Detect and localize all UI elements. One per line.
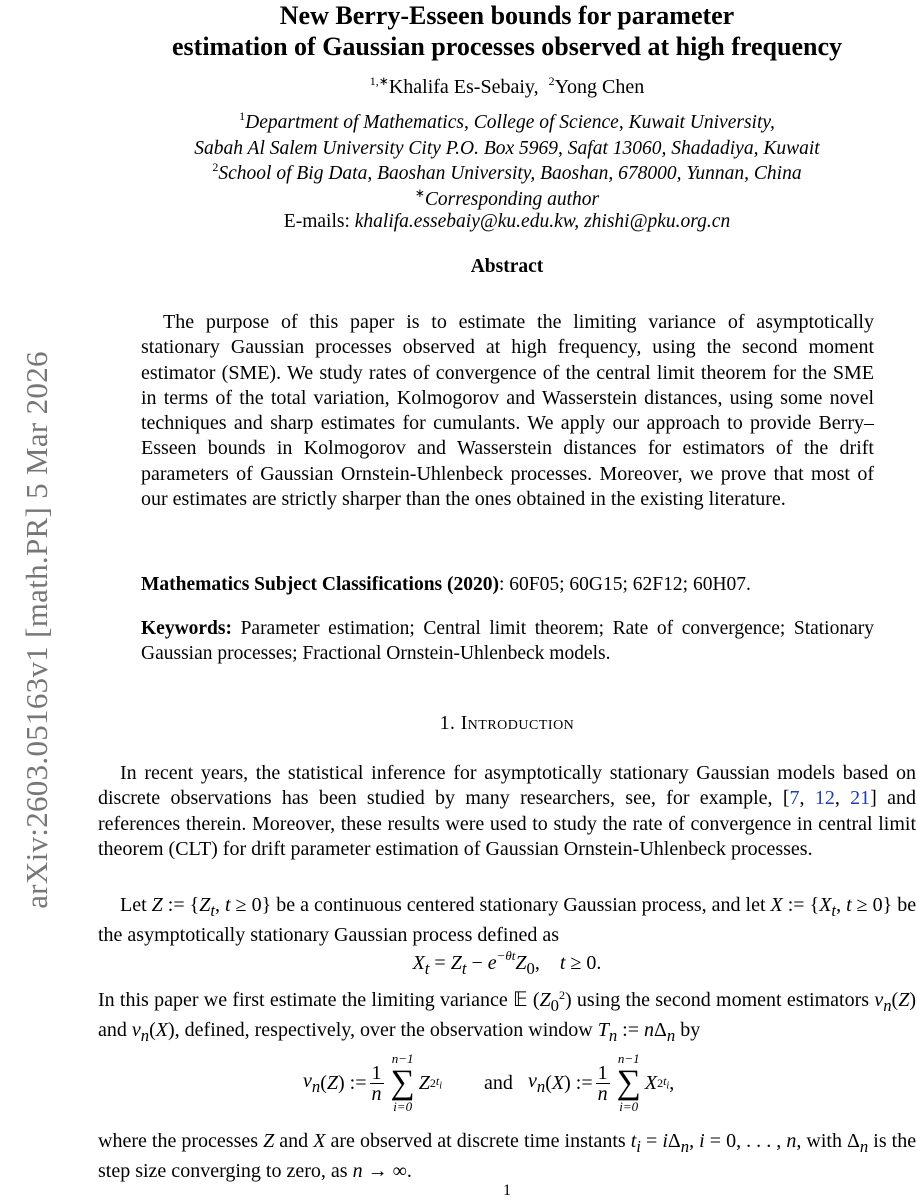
math-inline: n → ∞ [352, 1160, 407, 1183]
citation-link[interactable]: 7 [789, 787, 800, 810]
msc-value: : 60F05; 60G15; 62F12; 60H07. [499, 574, 751, 595]
intro-paragraph-3: In this paper we first estimate the limiting variance 𝔼 $(Z_0^2)$ using the second moment estimators $v_n(Z)$ and $v_n(X)$, defined, respectively, over the observation window $T_n$ := $n\Delta_n$ by [98, 988, 916, 1046]
section-heading-introduction: 1. Introduction [439, 713, 575, 734]
display-equation-1: $X_t = Z_t - e^{-\theta t}Z_0$, t ≥ 0. [412, 948, 602, 978]
math-inline: Z := {$Z_t$, t ≥ 0} [151, 894, 272, 920]
author1-mark: 1,∗ [369, 74, 389, 88]
estimator-vn-z: $v_n$ ( Z ) := $\frac{1}{n}$ n−1 ∑ i=0 Z 2 $t_i$ [303, 1051, 443, 1114]
aff1-line1: Department of Mathematics, College of Science, Kuwait University, [245, 112, 775, 133]
math-inline: 𝔼 $(Z_0^2)$ [513, 988, 572, 1015]
author2-name: Yong Chen [554, 76, 645, 98]
math-inline: X := {$X_t$, t ≥ 0} [770, 894, 893, 920]
keywords-value: Parameter estimation; Central limit theorem; Rate of convergence; Stationary Gaussian processes; Fractional Ornstein-Uhlenbeck models. [141, 618, 874, 664]
msc-line [141, 572, 874, 597]
corr-mark: ∗ [414, 185, 425, 200]
arxiv-side-stamp: arXiv:2603.05163v1 [math.PR] 5 Mar 2026 [19, 351, 54, 909]
intro-paragraph-1: In recent years, the statistical inference for asymptotically stationary Gaussian models based on discrete observations has been studied by many researchers, see, for example, [7, 12, 21] and references therein. Moreover, these results were used to study the rate of convergence in central limit theorem (CLT) for drift parameter estimation of Gaussian Ornstein-Uhlenbeck processes. [98, 762, 917, 860]
intro-paragraph-4: where the processes Z and X are observed at discrete time instants $t_i = i\Delta_n$, i = 0, . . . , n, with $\Delta_n$ is the step size converging to zero, as n → ∞. [98, 1130, 917, 1183]
author2-mark: 2 [548, 74, 555, 88]
affiliations [98, 110, 916, 212]
title-line-1: New Berry-Esseen bounds for parameter [279, 1, 735, 30]
math-inline: $v_n(X)$ [131, 1019, 175, 1046]
paper-title [98, 0, 916, 62]
email-1: khalifa.essebaiy@ku.edu.kw, [354, 211, 580, 232]
abstract-heading: Abstract [470, 256, 544, 277]
author1-name: Khalifa Es-Sebaiy, [388, 76, 539, 98]
abstract-body: The purpose of this paper is to estimate the limiting variance of asymptotically stationary Gaussian processes observed at high frequency, using the second moment estimator (SME). We study rates of convergence of the central limit theorem for the SME in terms of the total variation, Kolmogorov and Wasserstein distances, using some novel techniques and sharp estimates for cumulants. We apply our approach to provide Berry–Esseen bounds in Kolmogorov and Wasserstein distances for estimators of the drift parameters of Gaussian Ornstein-Uhlenbeck processes. Moreover, we prove that most of our estimates are strictly sharper than the ones obtained in the existing literature. [141, 311, 874, 511]
display-equation-2 [98, 1047, 916, 1119]
aff1-line2: Sabah Al Salem University City P.O. Box 5969, Safat 13060, Shadadiya, Kuwait [194, 137, 820, 159]
aff2-line: School of Big Data, Baoshan University, Baoshan, 678000, Yunnan, China [218, 163, 802, 184]
aff1-mark: 1 [239, 109, 246, 123]
equation-connector: and [484, 1071, 513, 1094]
intro-paragraph-2: Let Z := {$Z_t$, t ≥ 0} be a continuous centered stationary Gaussian process, and let X := {$X_t$, t ≥ 0} be the asymptotically stationary Gaussian process defined as [98, 894, 917, 947]
emails [98, 211, 916, 233]
emails-label: E-mails: [283, 211, 350, 232]
math-inline: $t_i = i\Delta_n$, i = 0, . . . , n, [630, 1130, 802, 1156]
aff2-mark: 2 [212, 160, 219, 174]
authors [98, 76, 916, 99]
estimator-vn-x: $v_n$ ( X ) := $\frac{1}{n}$ n−1 ∑ i=0 X 2 $t_i$ , [528, 1051, 675, 1114]
keywords-label: Keywords: [141, 618, 232, 639]
citation-link[interactable]: 21 [850, 787, 871, 810]
citation-link[interactable]: 12 [814, 787, 835, 810]
title-line-2: estimation of Gaussian processes observed at high frequency [172, 32, 842, 61]
email-2: zhishi@pku.org.cn [584, 211, 731, 232]
corresponding-author-note: Corresponding author [424, 188, 600, 210]
page-number: 1 [503, 1182, 511, 1199]
msc-label: Mathematics Subject Classifications (2020) [141, 574, 499, 595]
math-inline: $\Delta_n$ [847, 1130, 869, 1156]
keywords [141, 616, 874, 666]
math-inline: $v_n(Z)$ [874, 989, 916, 1015]
math-inline: $T_n$ := $n\Delta_n$ [597, 1019, 676, 1046]
